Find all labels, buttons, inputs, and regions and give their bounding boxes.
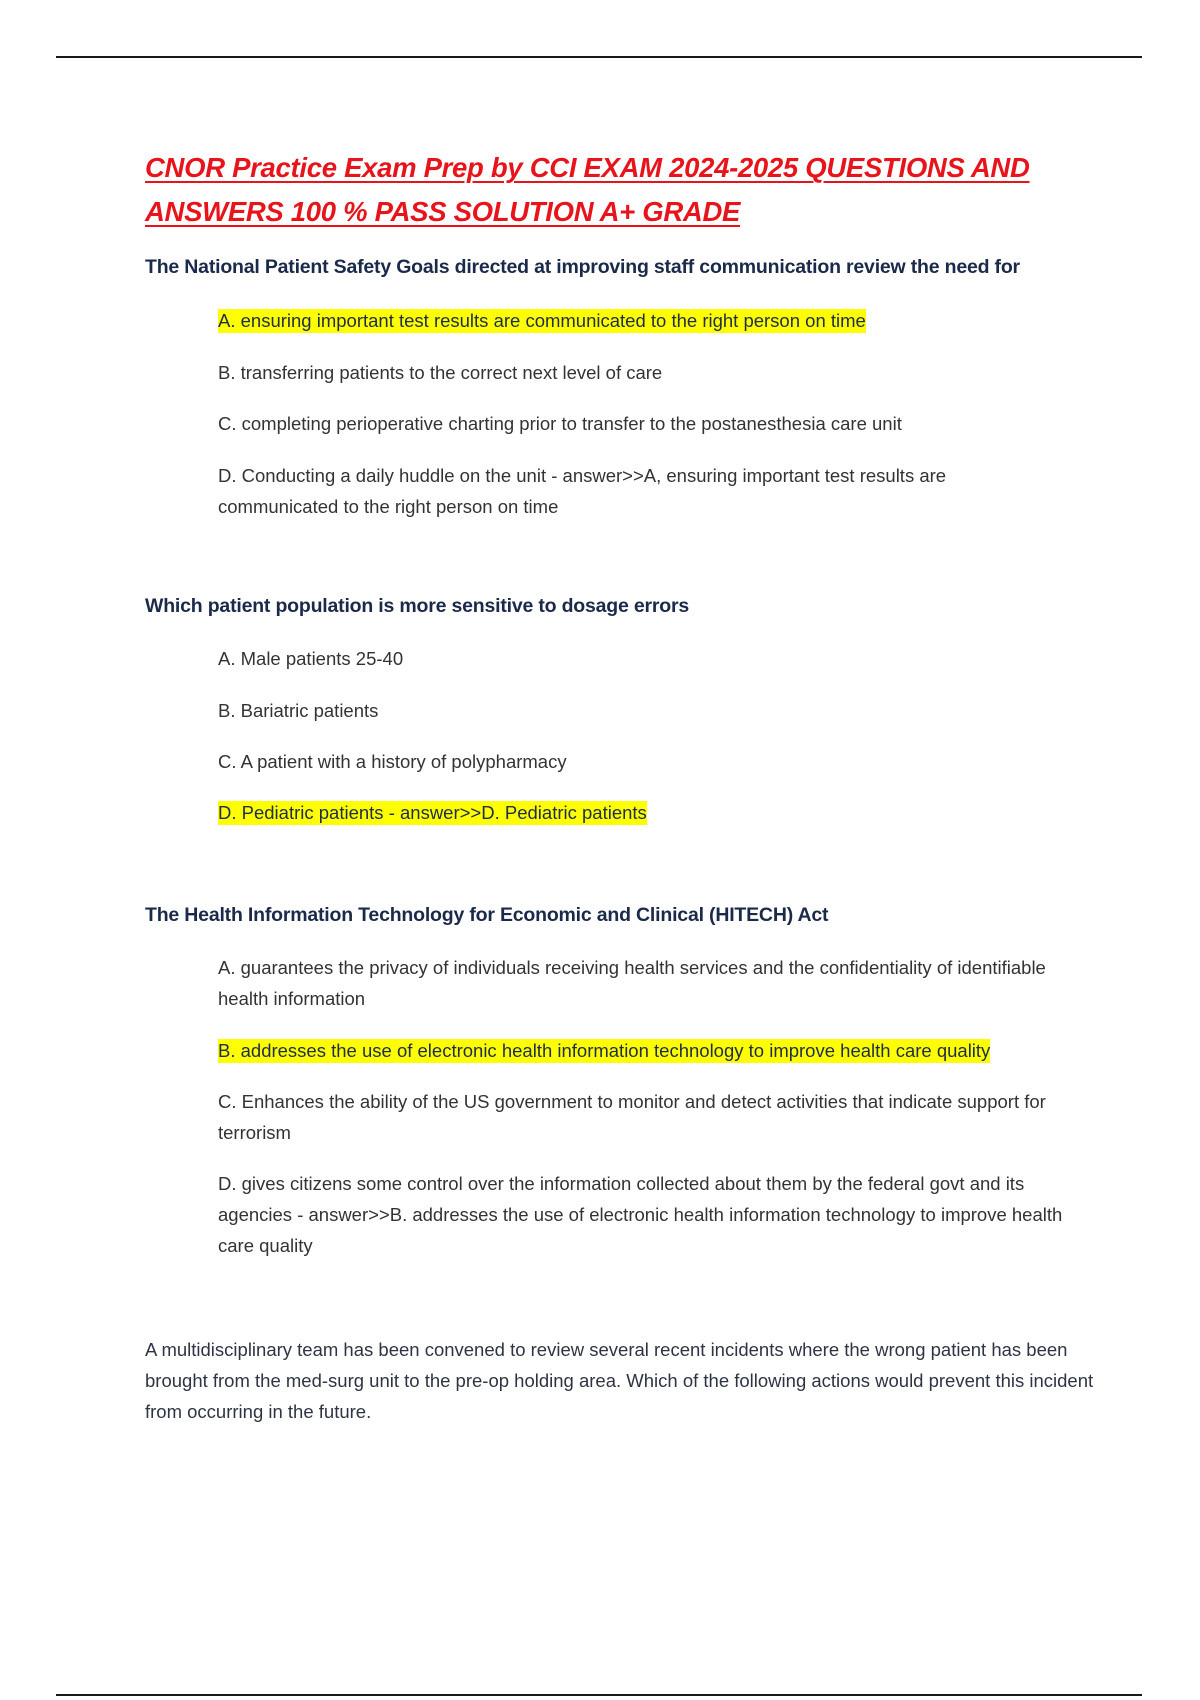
question-2-stem: Which patient population is more sensitive to dosage errors: [145, 595, 690, 617]
question-2-option-c: C. A patient with a history of polypharmacy: [218, 751, 567, 772]
bottom-divider: [56, 1694, 1142, 1696]
question-2-option-b: B. Bariatric patients: [218, 700, 379, 721]
answer-highlight: B. addresses the use of electronic health information technology to improve health care quality: [218, 1040, 991, 1061]
question-1-option-d: D. Conducting a daily huddle on the unit - answer>>A, ensuring important test results are communicated to the right person on time: [218, 465, 947, 517]
question-3-stem: The Health Information Technology for Economic and Clinical (HITECH) Act: [145, 904, 829, 926]
answer-highlight: A. ensuring important test results are communicated to the right person on time: [218, 310, 866, 331]
top-divider: [56, 56, 1142, 58]
question-1-option-b: B. transferring patients to the correct next level of care: [218, 362, 663, 383]
question-3-option-c: C. Enhances the ability of the US government to monitor and detect activities that indicate support for terrorism: [218, 1091, 1046, 1143]
question-2-option-a: A. Male patients 25-40: [218, 648, 404, 669]
question-1-stem: The National Patient Safety Goals directed at improving staff communication review the need for: [145, 256, 1020, 278]
question-3-option-d: D. gives citizens some control over the information collected about them by the federal govt and its agencies - answer>>B. addresses the use of electronic health information technology to improve health care quality: [218, 1173, 1063, 1256]
question-2-option-d: [218, 797, 647, 828]
question-3-option-b: [218, 1035, 990, 1066]
question-1-option-a: [218, 305, 866, 336]
answer-highlight: D. Pediatric patients - answer>>D. Pediatric patients: [218, 802, 647, 823]
question-1-option-c: C. completing perioperative charting prior to transfer to the postanesthesia care unit: [218, 413, 902, 434]
document-title: CNOR Practice Exam Prep by CCI EXAM 2024-2025 QUESTIONS AND ANSWERS 100 % PASS SOLUTION A+ GRADE: [145, 152, 1030, 227]
question-3-option-a: A. guarantees the privacy of individuals receiving health services and the confidentiality of identifiable health information: [218, 957, 1046, 1009]
question-4-stem: A multidisciplinary team has been convened to review several recent incidents where the wrong patient has been brought from the med-surg unit to the pre-op holding area. Which of the following actions would prevent this incident from occurring in the future.: [145, 1339, 1094, 1422]
